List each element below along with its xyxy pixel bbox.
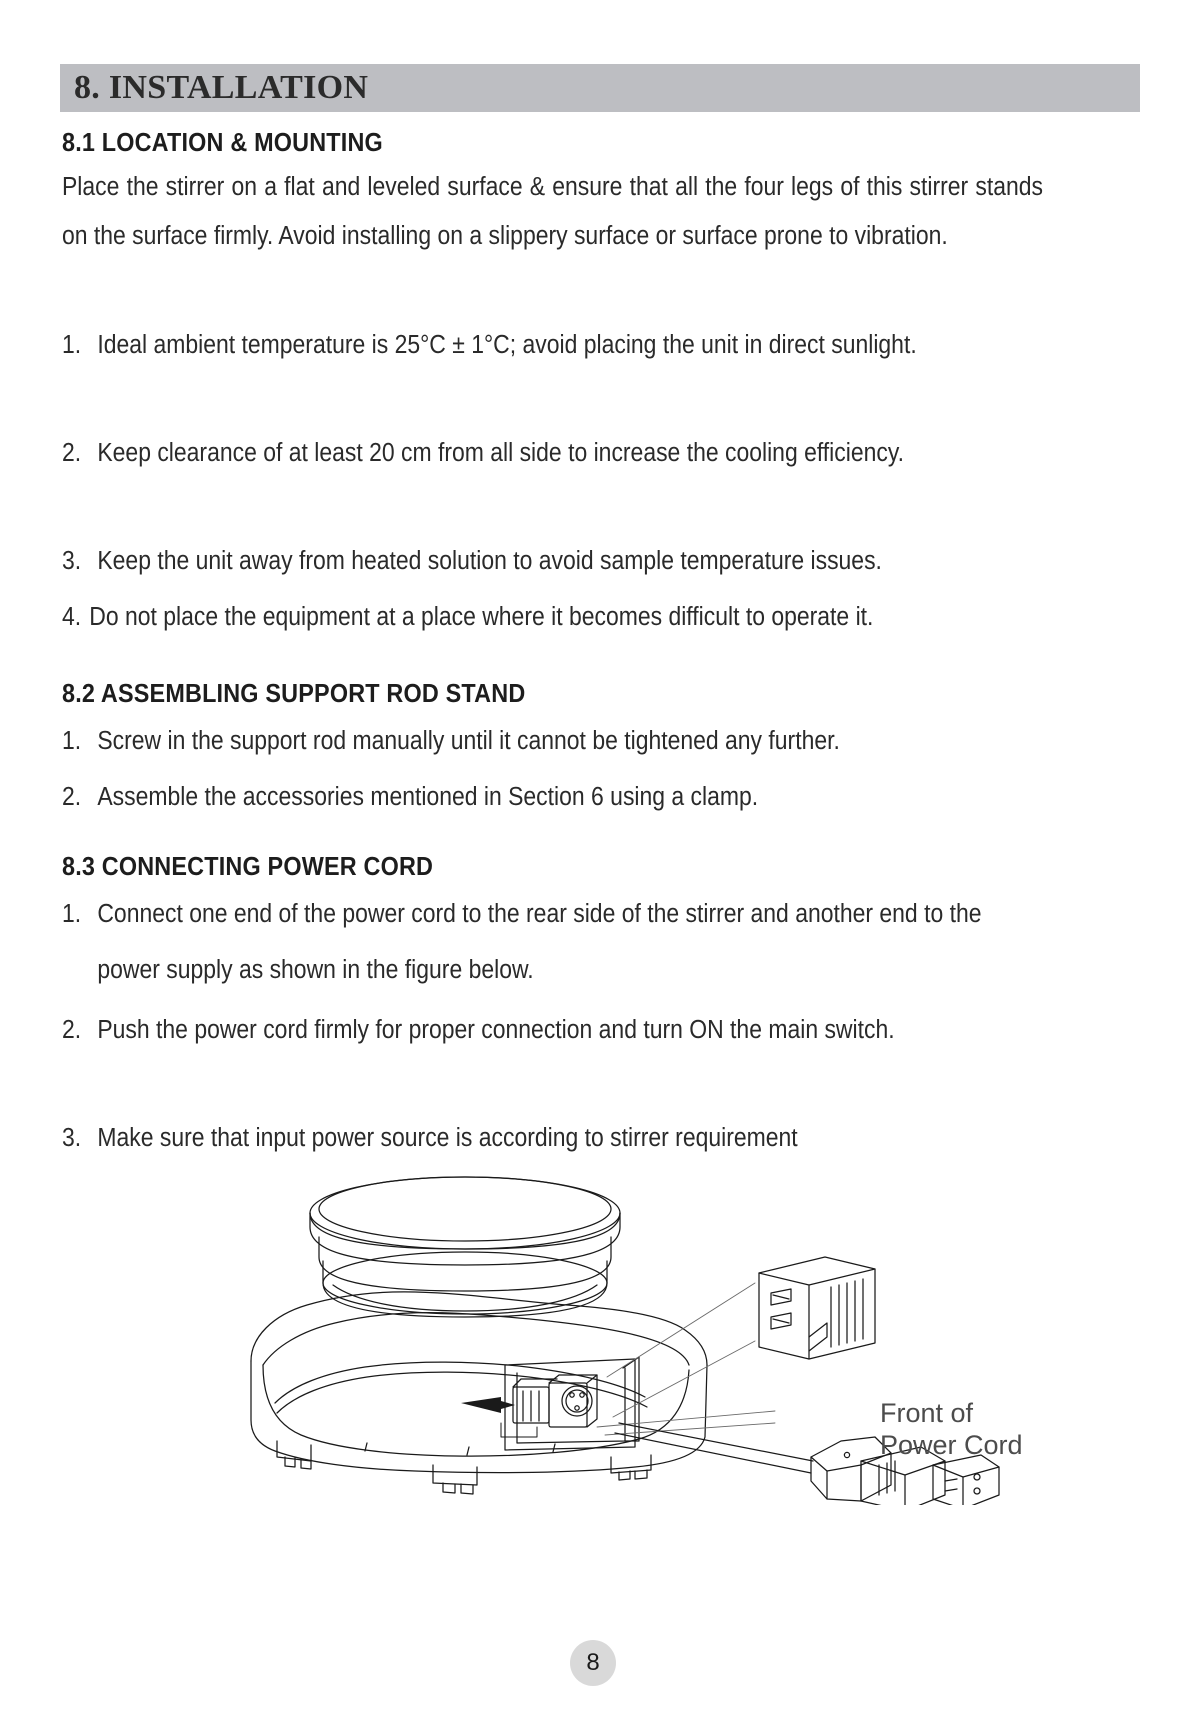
list-marker: 3.: [62, 1124, 82, 1152]
list-marker: 1.: [62, 331, 82, 359]
list-item: [62, 1110, 1016, 1166]
list-marker: 3.: [62, 547, 82, 575]
section-8-1-paragraph: Place the stirrer on a flat and leveled surface & ensure that all the four legs of this stirrer stands on the surface firmly. Avoid installing on a slippery surface or surface prone to vibration.: [62, 173, 1043, 250]
list-marker: 4.: [62, 603, 82, 631]
list-item-text: Keep clearance of at least 20 cm from all side to increase the cooling efficiency.: [97, 439, 905, 467]
page-number-badge: 8: [570, 1640, 616, 1686]
list-item: [62, 769, 1016, 825]
stirrer-top-plate: [310, 1177, 620, 1291]
section-heading-8-2: 8.2 ASSEMBLING SUPPORT ROD STAND: [62, 678, 526, 708]
list-item: [62, 317, 998, 373]
chapter-heading: 8. INSTALLATION: [74, 69, 369, 106]
list-item-text: Assemble the accessories mentioned in Section 6 using a clamp.: [97, 783, 759, 811]
list-item-text: Do not place the equipment at a place where it becomes difficult to operate it.: [89, 603, 874, 631]
list-item: [62, 886, 1016, 998]
caption-line-1: Front of: [880, 1398, 974, 1428]
figure-caption-front-of-power-cord: [880, 1397, 1080, 1461]
list-marker: 2.: [62, 1016, 82, 1044]
list-item-text: Ideal ambient temperature is 25°C ± 1°C; avoid placing the unit in direct sunlight.: [97, 331, 917, 359]
list-marker: 2.: [62, 439, 82, 467]
power-cord-connector-front: [759, 1257, 875, 1359]
section-heading-8-3: 8.3 CONNECTING POWER CORD: [62, 851, 434, 881]
insertion-arrow: [461, 1397, 515, 1413]
list-item: [62, 425, 962, 481]
list-item: [62, 713, 1043, 769]
section-heading-8-1: 8.1 LOCATION & MOUNTING: [62, 127, 383, 157]
list-item: [62, 1002, 971, 1058]
list-marker: 1.: [62, 727, 82, 755]
list-item: [62, 589, 1061, 645]
power-inlet-recess: [505, 1357, 639, 1450]
list-item: [62, 533, 1043, 589]
list-item-text: Keep the unit away from heated solution to avoid sample temperature issues.: [97, 547, 882, 575]
list-marker: 1.: [62, 900, 82, 928]
list-item-text: Push the power cord firmly for proper connection and turn ON the main switch.: [97, 1016, 895, 1044]
list-item-text: Screw in the support rod manually until it cannot be tightened any further.: [97, 727, 840, 755]
caption-line-2: Power Cord: [880, 1430, 1023, 1460]
stirrer-feet: [277, 1441, 651, 1494]
list-item-text: Make sure that input power source is according to stirrer requirement: [97, 1124, 798, 1152]
list-item-text: Connect one end of the power cord to the rear side of the stirrer and another end to the power supply as shown in the figure below.: [97, 900, 982, 984]
list-marker: 2.: [62, 783, 82, 811]
